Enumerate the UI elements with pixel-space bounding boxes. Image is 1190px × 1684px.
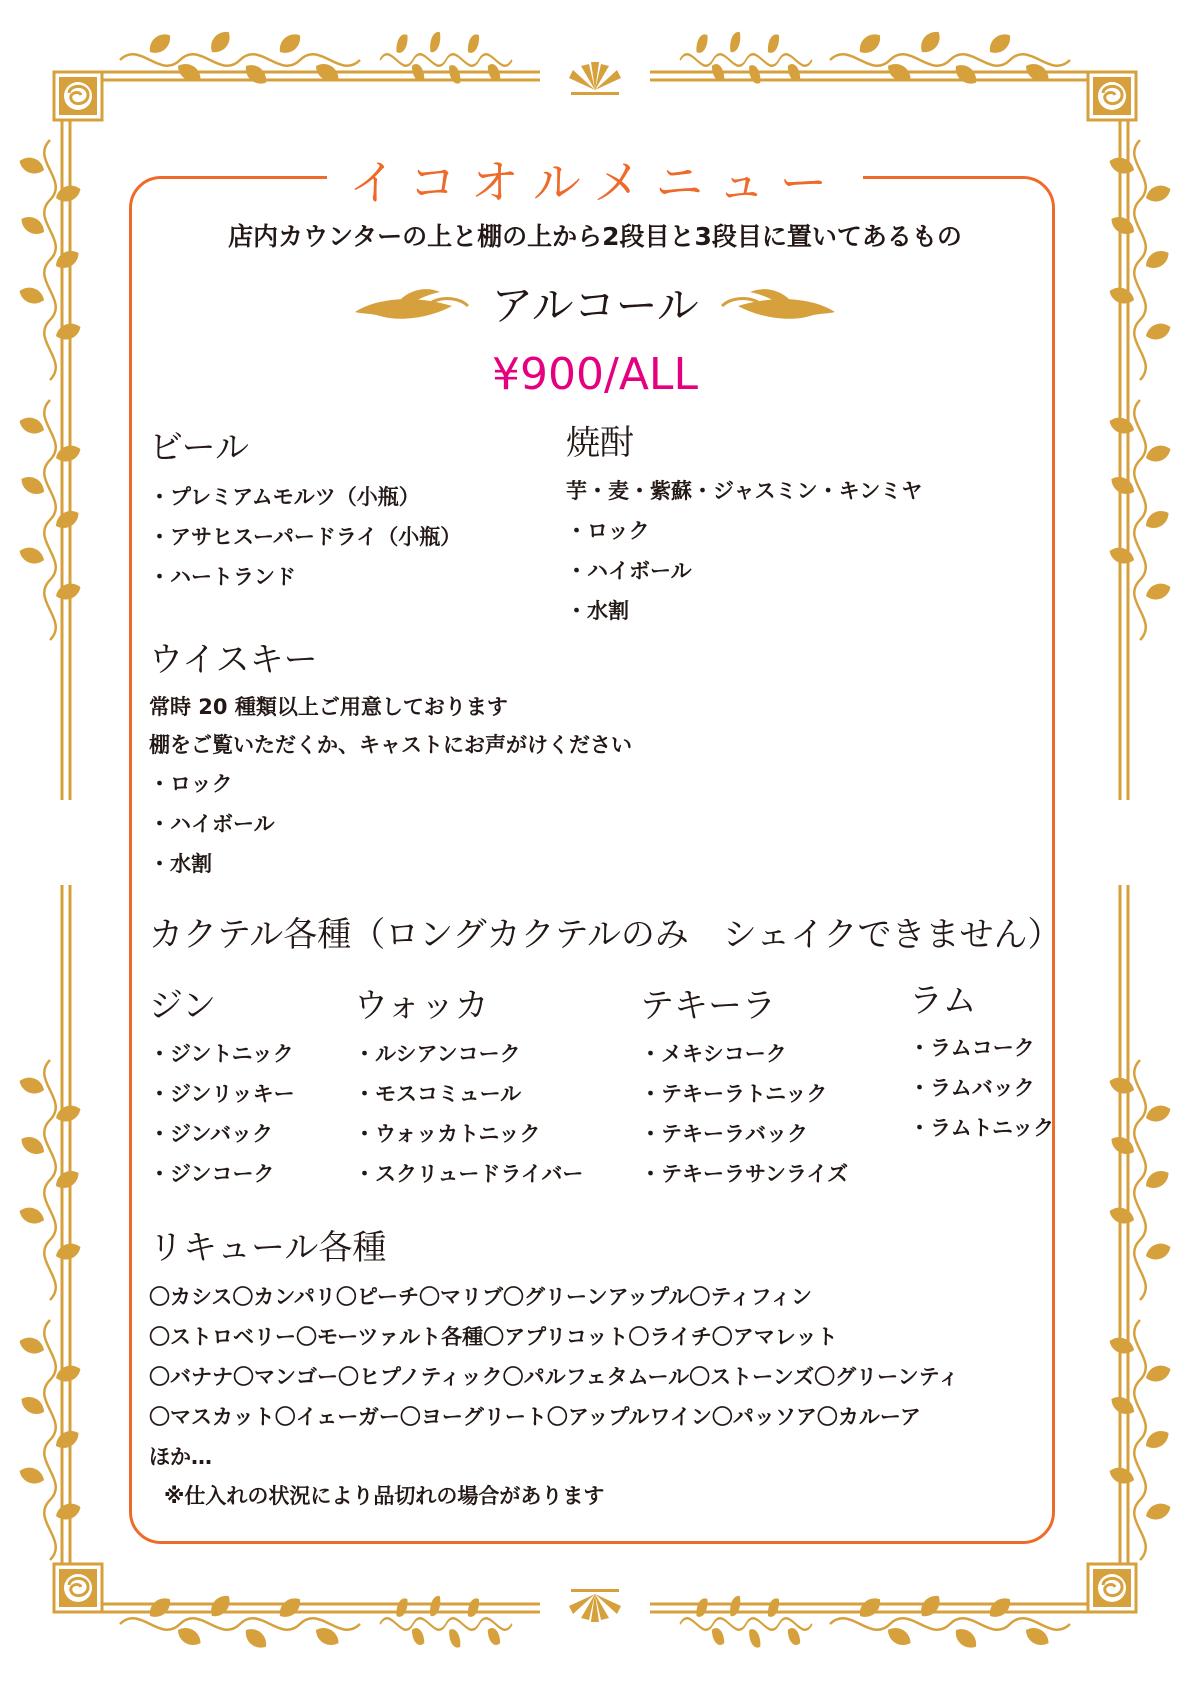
whisky-heading: ウイスキー	[149, 640, 318, 680]
whisky-note-2: 棚をご覧いただくか、キャストにお声がけください	[149, 733, 632, 757]
list-item: ・ラムバック	[909, 1076, 1035, 1100]
list-item: ・ハイボール	[566, 559, 692, 583]
shochu-heading: 焼酎	[566, 423, 634, 463]
rum-heading: ラム	[909, 981, 977, 1021]
tequila-heading: テキーラ	[640, 986, 776, 1026]
list-item: ほか…	[149, 1445, 212, 1469]
list-item: ・プレミアムモルツ（小瓶）	[149, 485, 420, 509]
price-label: ¥900/ALL	[492, 349, 698, 400]
shochu-kinds: 芋・麦・紫蘇・ジャスミン・キンミヤ	[566, 479, 923, 503]
list-item: ・ロック	[566, 519, 650, 543]
list-item: 〇マスカット〇イェーガー〇ヨーグリート〇アップルワイン〇パッソア〇カルーア	[149, 1405, 921, 1429]
list-item: ・ジントニック	[149, 1042, 294, 1066]
cocktail-heading: カクテル各種（ロングカクテルのみ シェイクできません）	[149, 915, 1062, 955]
list-item: 〇カシス〇カンパリ〇ピーチ〇マリブ〇グリーンアップル〇ティフィン	[149, 1285, 812, 1309]
vodka-heading: ウォッカ	[354, 986, 489, 1026]
menu-subtitle: 店内カウンターの上と棚の上から2段目と3段目に置いてあるもの	[228, 222, 962, 251]
whisky-note-1: 常時 20 種類以上ご用意しております	[149, 695, 508, 719]
list-item: ・ハートランド	[149, 565, 296, 589]
list-item: 〇ストロベリー〇モーツァルト各種〇アプリコット〇ライチ〇アマレット	[149, 1325, 838, 1349]
list-item: ・メキシコーク	[640, 1042, 787, 1066]
list-item: ・テキーラトニック	[640, 1082, 828, 1106]
stock-note: ※仕入れの状況により品切れの場合があります	[164, 1484, 605, 1508]
gin-list	[149, 1034, 295, 1194]
list-item: ・アサヒスーパードライ（小瓶）	[149, 525, 462, 549]
list-item: ・ラムトニック	[909, 1116, 1055, 1140]
alcohol-heading: アルコール	[491, 281, 699, 330]
list-item: ・ハイボール	[149, 812, 275, 836]
title-wrap	[0, 150, 1190, 216]
list-item: ・テキーラバック	[640, 1122, 808, 1146]
list-item: 〇バナナ〇マンゴー〇ヒプノティック〇パルフェタムール〇ストーンズ〇グリーンティ	[149, 1365, 959, 1389]
list-item: ・ウォッカトニック	[354, 1122, 541, 1146]
list-item: ・ラムコーク	[909, 1036, 1035, 1060]
gin-heading: ジン	[149, 986, 217, 1026]
list-item: ・水割	[149, 852, 212, 876]
list-item: ・水割	[566, 599, 629, 623]
list-item: ・スクリュードライバー	[354, 1162, 584, 1186]
list-item: ・モスコミュール	[354, 1082, 522, 1106]
list-item: ・ロック	[149, 772, 233, 796]
list-item: ・ルシアンコーク	[354, 1042, 521, 1066]
shochu-list	[566, 511, 692, 631]
tequila-list	[640, 1034, 848, 1194]
menu-title: イコオルメニュー	[327, 150, 864, 216]
beer-heading: ビール	[149, 428, 249, 468]
liqueur-list	[149, 1277, 959, 1477]
liqueur-heading: リキュール各種	[149, 1228, 387, 1268]
rum-list	[909, 1028, 1054, 1148]
list-item: ・テキーラサンライズ	[640, 1162, 849, 1186]
vodka-list	[354, 1034, 583, 1194]
whisky-list	[149, 764, 275, 884]
list-item: ・ジンコーク	[149, 1162, 275, 1186]
list-item: ・ジンリッキー	[149, 1082, 295, 1106]
beer-list	[149, 477, 461, 597]
list-item: ・ジンバック	[149, 1122, 274, 1146]
